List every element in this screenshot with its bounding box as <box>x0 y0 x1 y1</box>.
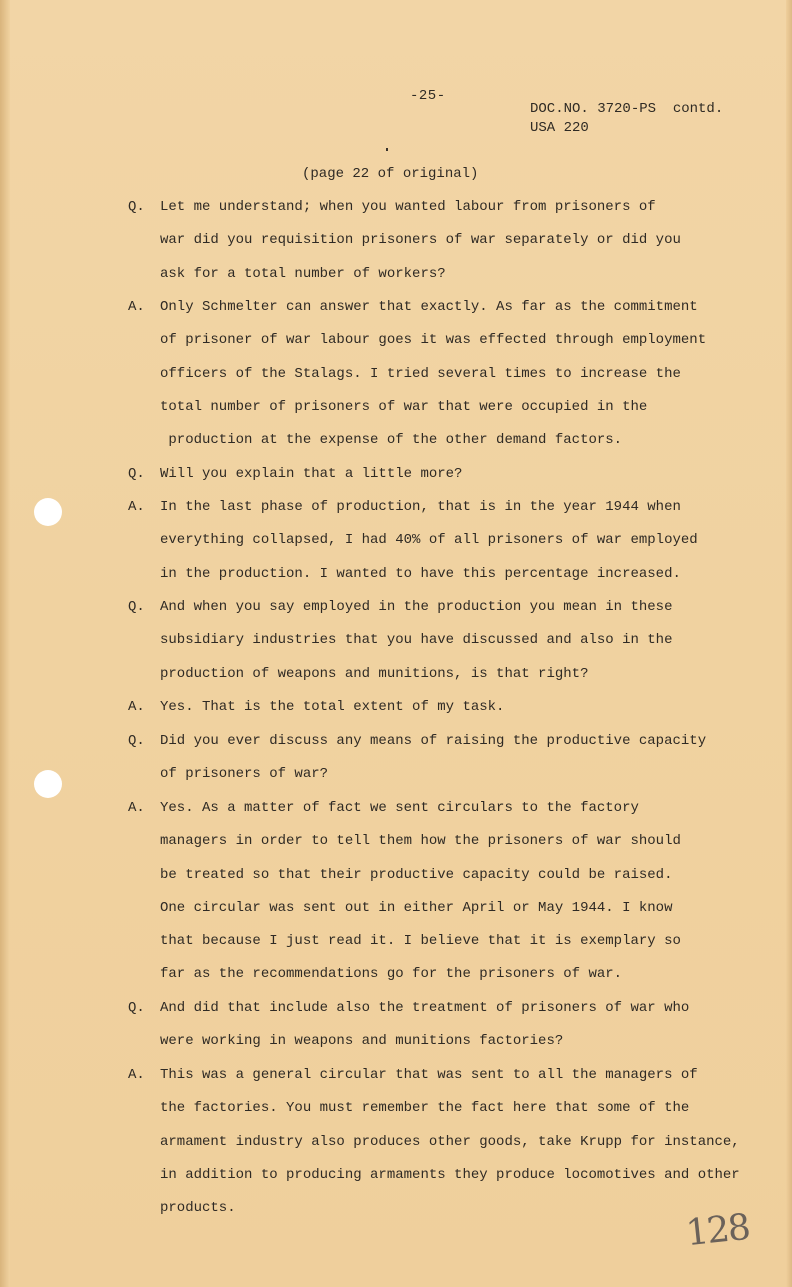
question-label: Q. <box>128 1000 145 1016</box>
text-line: Yes. As a matter of fact we sent circulars to the factory <box>160 800 639 816</box>
text-line: Yes. That is the total extent of my task. <box>160 699 505 715</box>
text-line: Will you explain that a little more? <box>160 466 463 482</box>
question-label: Q. <box>128 466 145 482</box>
text-line: of prisoner of war labour goes it was effected through employment <box>160 332 707 349</box>
answer-block <box>128 792 748 992</box>
question-label: Q. <box>128 599 145 615</box>
text-line: were working in weapons and munitions factories? <box>160 1033 564 1050</box>
text-line: And when you say employed in the production you mean in these <box>160 599 673 615</box>
text-line: One circular was sent out in either April or May 1944. I know <box>160 899 673 916</box>
text-line: officers of the Stalags. I tried several times to increase the <box>160 365 681 382</box>
text-line: products. <box>160 1200 236 1217</box>
text-line: in the production. I wanted to have this percentage increased. <box>160 565 681 582</box>
punch-hole <box>34 498 62 526</box>
text-line: everything collapsed, I had 40% of all prisoners of war employed <box>160 532 698 549</box>
text-line: ask for a total number of workers? <box>160 265 446 282</box>
question-block <box>128 191 748 291</box>
text-line: Did you ever discuss any means of raising the productive capacity <box>160 733 707 749</box>
question-block <box>128 591 748 691</box>
answer-label: A. <box>128 499 145 515</box>
text-line: be treated so that their productive capacity could be raised. <box>160 866 673 883</box>
text-line: And did that include also the treatment of prisoners of war who <box>160 1000 690 1016</box>
text-line: production at the expense of the other demand factors. <box>160 432 623 449</box>
doc-number: DOC.NO. 3720-PS contd. <box>530 101 724 117</box>
text-line: in addition to producing armaments they produce locomotives and other <box>160 1166 740 1183</box>
text-line: Let me understand; when you wanted labour from prisoners of <box>160 199 656 215</box>
original-page-note: (page 22 of original) <box>302 166 479 182</box>
text-line: Only Schmelter can answer that exactly. As far as the commitment <box>160 299 698 315</box>
question-block <box>128 992 748 1059</box>
text-line: subsidiary industries that you have discussed and also in the <box>160 632 673 649</box>
text-line: This was a general circular that was sent to all the managers of <box>160 1067 698 1083</box>
text-line: production of weapons and munitions, is that right? <box>160 665 589 682</box>
question-label: Q. <box>128 733 145 749</box>
answer-block <box>128 291 748 457</box>
question-block <box>128 458 748 491</box>
text-line: managers in order to tell them how the prisoners of war should <box>160 833 681 850</box>
text-line: that because I just read it. I believe that it is exemplary so <box>160 933 681 950</box>
answer-label: A. <box>128 1067 145 1083</box>
answer-label: A. <box>128 299 145 315</box>
text-line: war did you requisition prisoners of war separately or did you <box>160 232 681 249</box>
text-line: In the last phase of production, that is in the year 1944 when <box>160 499 681 515</box>
text-line: armament industry also produces other goods, take Krupp for instance, <box>160 1133 740 1150</box>
punch-hole <box>34 770 62 798</box>
text-line: of prisoners of war? <box>160 766 329 783</box>
page-number: -25- <box>410 88 446 104</box>
answer-block <box>128 691 748 724</box>
document-reference <box>530 100 723 138</box>
answer-block <box>128 491 748 591</box>
question-label: Q. <box>128 199 145 215</box>
text-line: the factories. You must remember the fact here that some of the <box>160 1100 690 1117</box>
handwritten-page-mark: 128 <box>684 1206 751 1255</box>
question-block <box>128 725 748 792</box>
answer-label: A. <box>128 699 145 715</box>
exhibit-number: USA 220 <box>530 120 589 136</box>
answer-label: A. <box>128 800 145 816</box>
text-line: far as the recommendations go for the prisoners of war. <box>160 966 623 983</box>
answer-block <box>128 1059 748 1225</box>
ink-mark <box>386 148 388 151</box>
text-line: total number of prisoners of war that were occupied in the <box>160 398 648 415</box>
